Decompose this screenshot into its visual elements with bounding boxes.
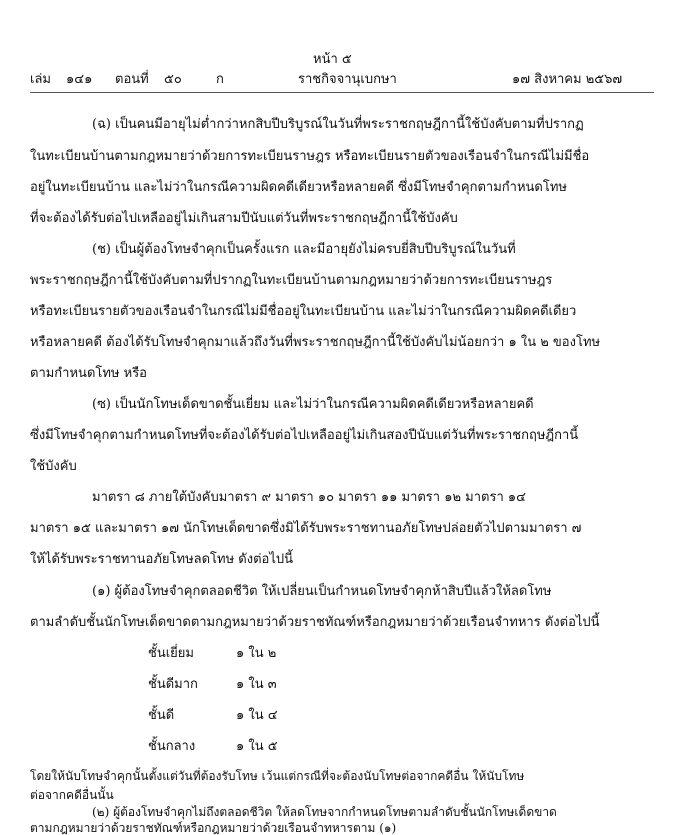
header-rule bbox=[30, 92, 654, 93]
body-line: (ช) เป็นผู้ต้องโทษจำคุกเป็นครั้งแรก และมีอายุยังไม่ครบยี่สิบปีบริบูรณ์ในวันที่ bbox=[92, 242, 516, 257]
body-line: ซึ่งมีโทษจำคุกตามกำหนดโทษที่จะต้องได้รับต่อไปเหลืออยู่ไม่เกินสองปีนับแต่วันที่พระราชกฤษฎีกานี้ bbox=[30, 428, 579, 443]
body-line: (ฉ) เป็นคนมีอายุไม่ต่ำกว่าหกสิบปีบริบูรณ์ในวันที่พระราชกฤษฎีกานี้ใช้บังคับตามที่ปรากฏ bbox=[92, 117, 584, 132]
body-line: ตามกำหนดโทษ หรือ bbox=[30, 366, 147, 381]
part-label: ก bbox=[216, 72, 224, 87]
body-line: ต่อจากคดีอื่นนั้น bbox=[30, 788, 114, 802]
body-line: พระราชกฤษฎีกานี้ใช้บังคับตามที่ปรากฏในทะเบียนบ้านตามกฎหมายว่าด้วยการทะเบียนราษฎร bbox=[30, 273, 553, 288]
grade-name: ชั้นดีมาก bbox=[148, 677, 198, 692]
body-line: ตามลำดับชั้นนักโทษเด็ดขาดตามกฎหมายว่าด้วยราชทัณฑ์หรือกฎหมายว่าด้วยเรือนจำทหาร ดังต่อไปนี้ bbox=[30, 615, 600, 630]
body-line: หรือทะเบียนรายตัวของเรือนจำในกรณีไม่มีชื่ออยู่ในทะเบียนบ้าน และไม่ว่าในกรณีความผิดคดีเดียว bbox=[30, 304, 577, 319]
volume-number: ๑๔๑ bbox=[66, 72, 93, 87]
body-line: โดยให้นับโทษจำคุกนั้นตั้งแต่วันที่ต้องรับโทษ เว้นแต่กรณีที่จะต้องนับโทษต่อจากคดีอื่น ให้นับโทษ bbox=[30, 769, 525, 783]
grade-ratio: ๑ ใน ๔ bbox=[236, 708, 278, 723]
publication-name: ราชกิจจานุเบกษา bbox=[298, 72, 397, 87]
publication-date: ๑๗ สิงหาคม ๒๕๖๗ bbox=[512, 72, 623, 87]
body-line: ให้ได้รับพระราชทานอภัยโทษลดโทษ ดังต่อไปนี้ bbox=[30, 552, 294, 567]
section-8-heading-line: มาตรา ๘ ภายใต้บังคับมาตรา ๙ มาตรา ๑๐ มาตรา ๑๑ มาตรา ๑๒ มาตรา ๑๔ bbox=[92, 490, 526, 505]
body-line: (๑) ผู้ต้องโทษจำคุกตลอดชีวิต ให้เปลี่ยนเป็นกำหนดโทษจำคุกห้าสิบปีแล้วให้ลดโทษ bbox=[92, 584, 552, 599]
grade-ratio: ๑ ใน ๒ bbox=[236, 646, 277, 661]
volume-label: เล่ม bbox=[30, 72, 51, 87]
section-label: ตอนที่ bbox=[115, 72, 149, 87]
section-number: ๕๐ bbox=[164, 72, 182, 87]
body-line: ตามกฎหมายว่าด้วยราชทัณฑ์หรือกฎหมายว่าด้วยเรือนจำทหารตาม (๑) bbox=[30, 821, 397, 835]
body-line: ใช้บังคับ bbox=[30, 459, 77, 474]
body-line: (ซ) เป็นนักโทษเด็ดขาดชั้นเยี่ยม และไม่ว่าในกรณีความผิดคดีเดียวหรือหลายคดี bbox=[92, 397, 534, 412]
body-line: ที่จะต้องได้รับต่อไปเหลืออยู่ไม่เกินสามปีนับแต่วันที่พระราชกฤษฎีกานี้ใช้บังคับ bbox=[30, 211, 458, 226]
grade-ratio: ๑ ใน ๓ bbox=[236, 677, 277, 692]
grade-ratio: ๑ ใน ๕ bbox=[236, 739, 278, 754]
body-line: มาตรา ๑๕ และมาตรา ๑๗ นักโทษเด็ดขาดซึ่งมิได้รับพระราชทานอภัยโทษปล่อยตัวไปตามมาตรา ๗ bbox=[30, 521, 582, 536]
grade-name: ชั้นกลาง bbox=[148, 739, 196, 754]
body-line: ในทะเบียนบ้านตามกฎหมายว่าด้วยการทะเบียนราษฎร หรือทะเบียนรายตัวของเรือนจำในกรณีไม่มีชื่อ bbox=[30, 149, 590, 164]
grade-name: ชั้นดี bbox=[148, 708, 175, 723]
body-line: อยู่ในทะเบียนบ้าน และไม่ว่าในกรณีความผิดคดีเดียวหรือหลายคดี ซึ่งมีโทษจำคุกตามกำหนดโทษ bbox=[30, 180, 567, 195]
grade-name: ชั้นเยี่ยม bbox=[148, 646, 194, 661]
body-line: หรือหลายคดี ต้องได้รับโทษจำคุกมาแล้วถึงวันที่พระราชกฤษฎีกานี้ใช้บังคับไม่น้อยกว่า ๑ ใน ๒ ของโทษ bbox=[30, 335, 601, 350]
page-number: หน้า ๕ bbox=[313, 52, 352, 67]
body-line: (๒) ผู้ต้องโทษจำคุกไม่ถึงตลอดชีวิต ให้ลดโทษจากกำหนดโทษตามลำดับชั้นนักโทษเด็ดขาด bbox=[92, 805, 557, 819]
